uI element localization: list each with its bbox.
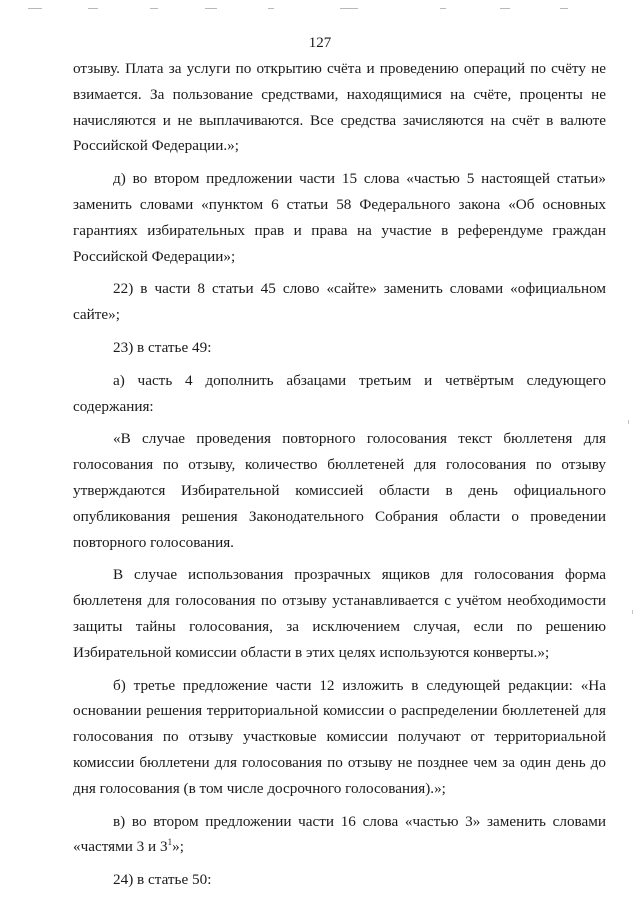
scan-artifact (500, 8, 510, 9)
scan-artifact (560, 8, 568, 9)
scan-artifact (268, 8, 274, 9)
paragraph-item-v-tail: »; (172, 838, 184, 856)
scan-artifact (340, 8, 358, 9)
paragraph-item-23: 23) в статье 49: (113, 338, 212, 356)
scan-artifact (28, 8, 42, 9)
scan-artifact (632, 610, 633, 614)
page-number: 127 (308, 35, 332, 51)
document-body (73, 56, 606, 900)
scan-artifact (88, 8, 98, 9)
scan-artifact (628, 420, 629, 424)
paragraph-quote-2: В случае использования прозрачных ящиков для голосования форма бюллетеня для голосования по отзыву устанавливается с учётом необходимости защиты тайны голосования, за исключением случая, если по решению Избирательной комиссии области в этих целях используются конверты.»; (73, 566, 606, 661)
superscript-mark: 1 (167, 837, 173, 848)
paragraph-item-b: б) третье предложение части 12 изложить в следующей редакции: «На основании решения территориальной комиссии о распределении бюллетеней для голосования по отзыву участковые комиссии получают от территориальной комиссии бюллетени для голосования по отзыву не позднее чем за один день до дня голосования (в том числе досрочного голосования).»; (73, 676, 606, 797)
scan-artifact (150, 8, 158, 9)
paragraph-item-24: 24) в статье 50: (113, 871, 212, 889)
paragraph-item-v (73, 809, 606, 861)
paragraph-item-v-text: в) во втором предложении части 16 слова «частью 3» заменить словами «частями 3 и 3 (73, 812, 606, 856)
paragraph-item-a: а) часть 4 дополнить абзацами третьим и четвёртым следующего содержания: (73, 371, 606, 415)
scan-artifact (205, 8, 217, 9)
paragraph-continuation: отзыву. Плата за услуги по открытию счёта и проведению операций по счёту не взимается. За пользование средствами, находящимися на счёте, проценты не начисляются и не выплачиваются. Все средства зачисляются на счёт в валюте Российской Федерации.»; (73, 60, 606, 155)
paragraph-quote-1: «В случае проведения повторного голосования текст бюллетеня для голосования по отзыву, количество бюллетеней для голосования по отзыву утверждаются Избирательной комиссией области в день официального опубликования решения Законодательного Собрания области о проведении повторного голосования. (73, 430, 606, 551)
paragraph-item-22: 22) в части 8 статьи 45 слово «сайте» заменить словами «официальном сайте»; (73, 280, 606, 324)
paragraph-item-d: д) во втором предложении части 15 слова «частью 5 настоящей статьи» заменить словами «пунктом 6 статьи 58 Федерального закона «Об основных гарантиях избирательных прав и права на участие в референдуме граждан Российской Федерации»; (73, 170, 606, 265)
scan-artifact (440, 8, 446, 9)
